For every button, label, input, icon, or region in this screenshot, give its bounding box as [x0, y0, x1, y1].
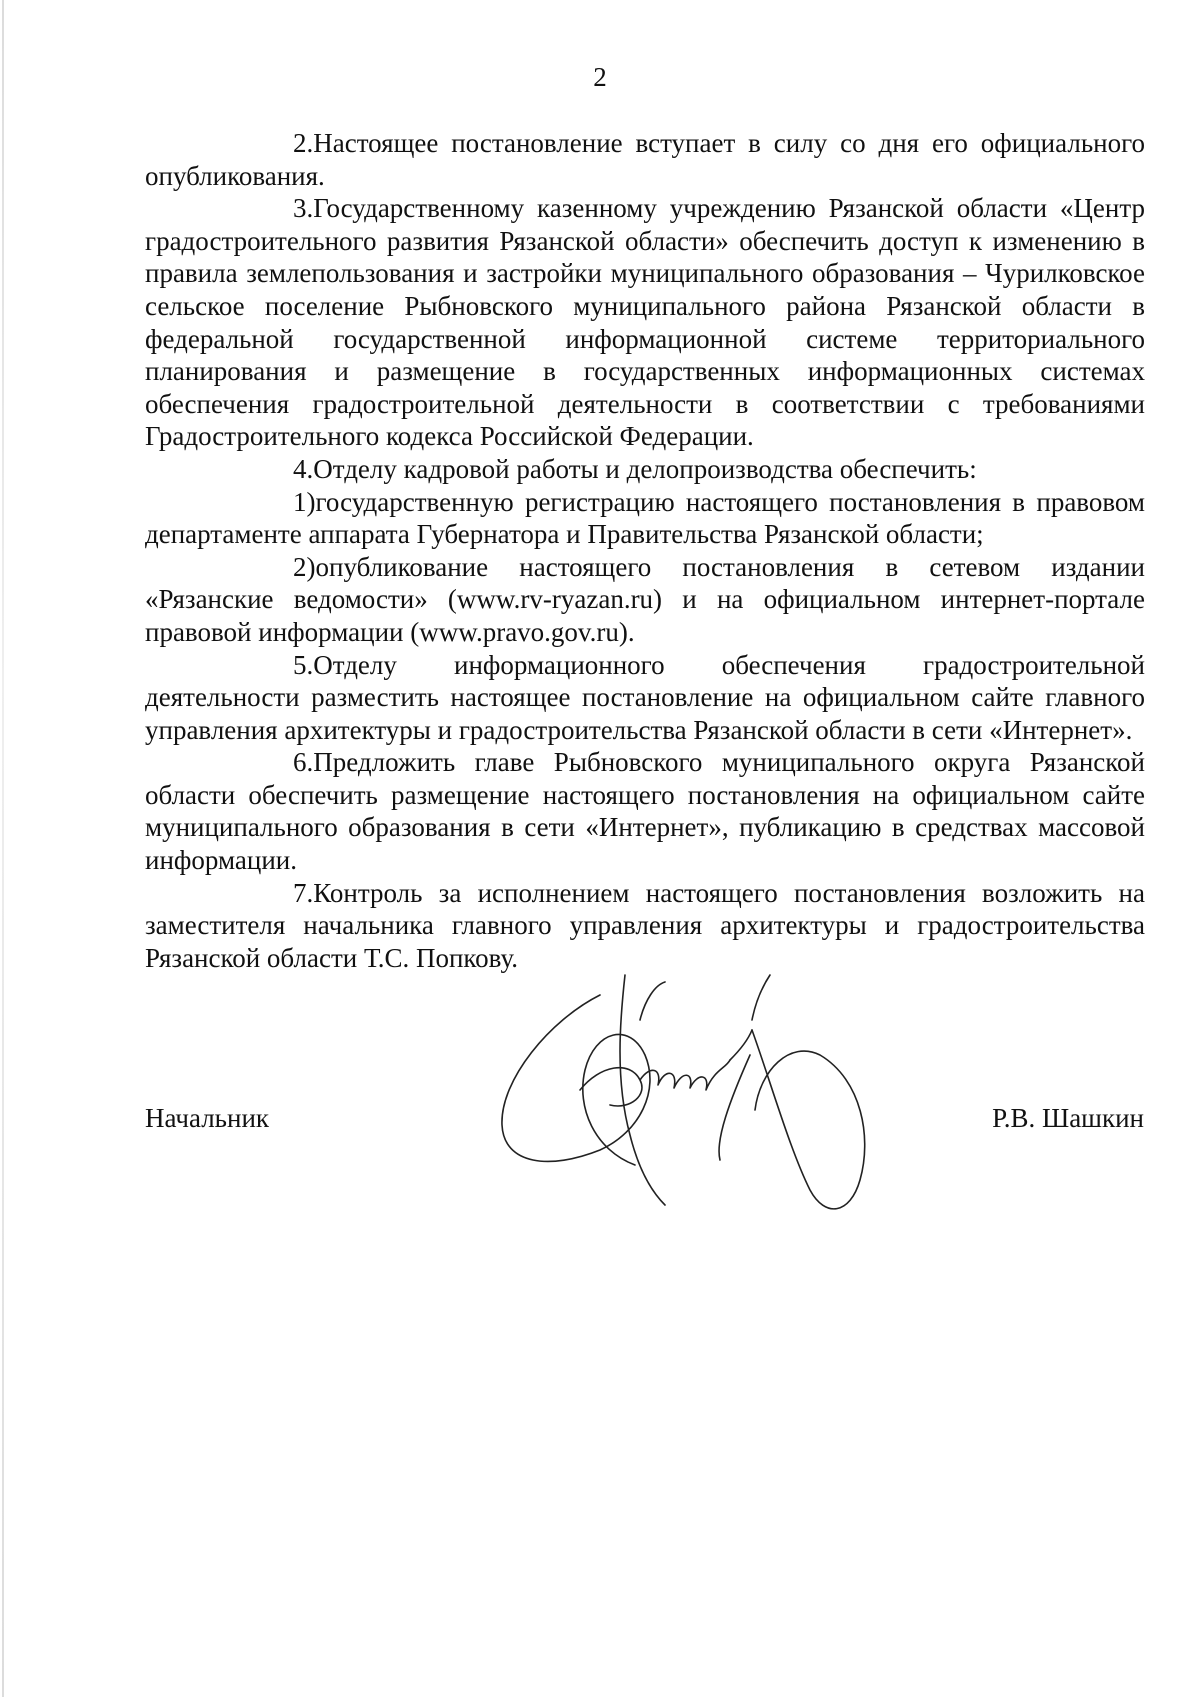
signatory-title: Начальник [145, 1103, 270, 1133]
subparagraph-2 [145, 551, 1145, 649]
paragraph-text: Государственному казенному учреждению Рязанской области «Центр градостроительного развития Рязанской области» обеспечить доступ к изменению в правила землепользования и застройки муниципального образования – Чурилковское сельское поселение Рыбновского муниципального района Рязанской области в федеральной государственной информационной системе территориального планирования и размещение в государственных информационных системах обеспечения градостроительной деятельности в соответствии с требованиями Градостроительного кодекса Российской Федерации. [145, 193, 1145, 452]
paragraph-number: 3. [293, 193, 314, 224]
paragraph-text: Отделу кадровой работы и делопроизводства обеспечить: [313, 453, 977, 484]
paragraph-number: 4. [293, 453, 314, 484]
subparagraph-1 [145, 486, 1145, 551]
document-body [145, 127, 1145, 974]
handwritten-signature [490, 960, 880, 1260]
paragraph-number: 7. [293, 877, 314, 908]
paragraph-text: Отделу информационного обеспечения градостроительной деятельности разместить настоящее постановление на официальном сайте главного управления архитектуры и градостроительства Рязанской области в сети «Интернет». [145, 649, 1145, 745]
paragraph-text: Контроль за исполнением настоящего постановления возложить на заместителя начальника главного управления архитектуры и градостроительства Рязанской области Т.С. Попкову. [145, 877, 1145, 973]
paragraph-text: государственную регистрацию настоящего постановления в правовом департаменте аппарата Губернатора и Правительства Рязанской области; [145, 486, 1145, 550]
paragraph-4 [145, 453, 1145, 486]
paragraph-number: 6. [293, 747, 314, 778]
paragraph-3 [145, 192, 1145, 453]
page-number: 2 [593, 62, 607, 92]
paragraph-text: Настоящее постановление вступает в силу со дня его официального опубликования. [145, 128, 1145, 191]
paragraph-6 [145, 746, 1145, 876]
signatory-name: Р.В. Шашкин [992, 1103, 1144, 1133]
paragraph-5 [145, 649, 1145, 747]
paragraph-text: опубликование настоящего постановления в сетевом издании «Рязанские ведомости» (www.rv-ryazan.ru) и на официальном интернет-портале правовой информации (www.pravo.gov.ru). [145, 551, 1145, 647]
paragraph-2 [145, 127, 1145, 192]
paragraph-number: 1) [293, 486, 316, 517]
scan-edge [2, 0, 4, 1697]
paragraph-number: 2. [293, 128, 314, 158]
paragraph-number: 2) [293, 551, 316, 582]
paragraph-text: Предложить главе Рыбновского муниципального округа Рязанской области обеспечить размещение настоящего постановления на официальном сайте муниципального образования в сети «Интернет», публикацию в средствах массовой информации. [145, 747, 1145, 876]
paragraph-number: 5. [293, 649, 314, 680]
